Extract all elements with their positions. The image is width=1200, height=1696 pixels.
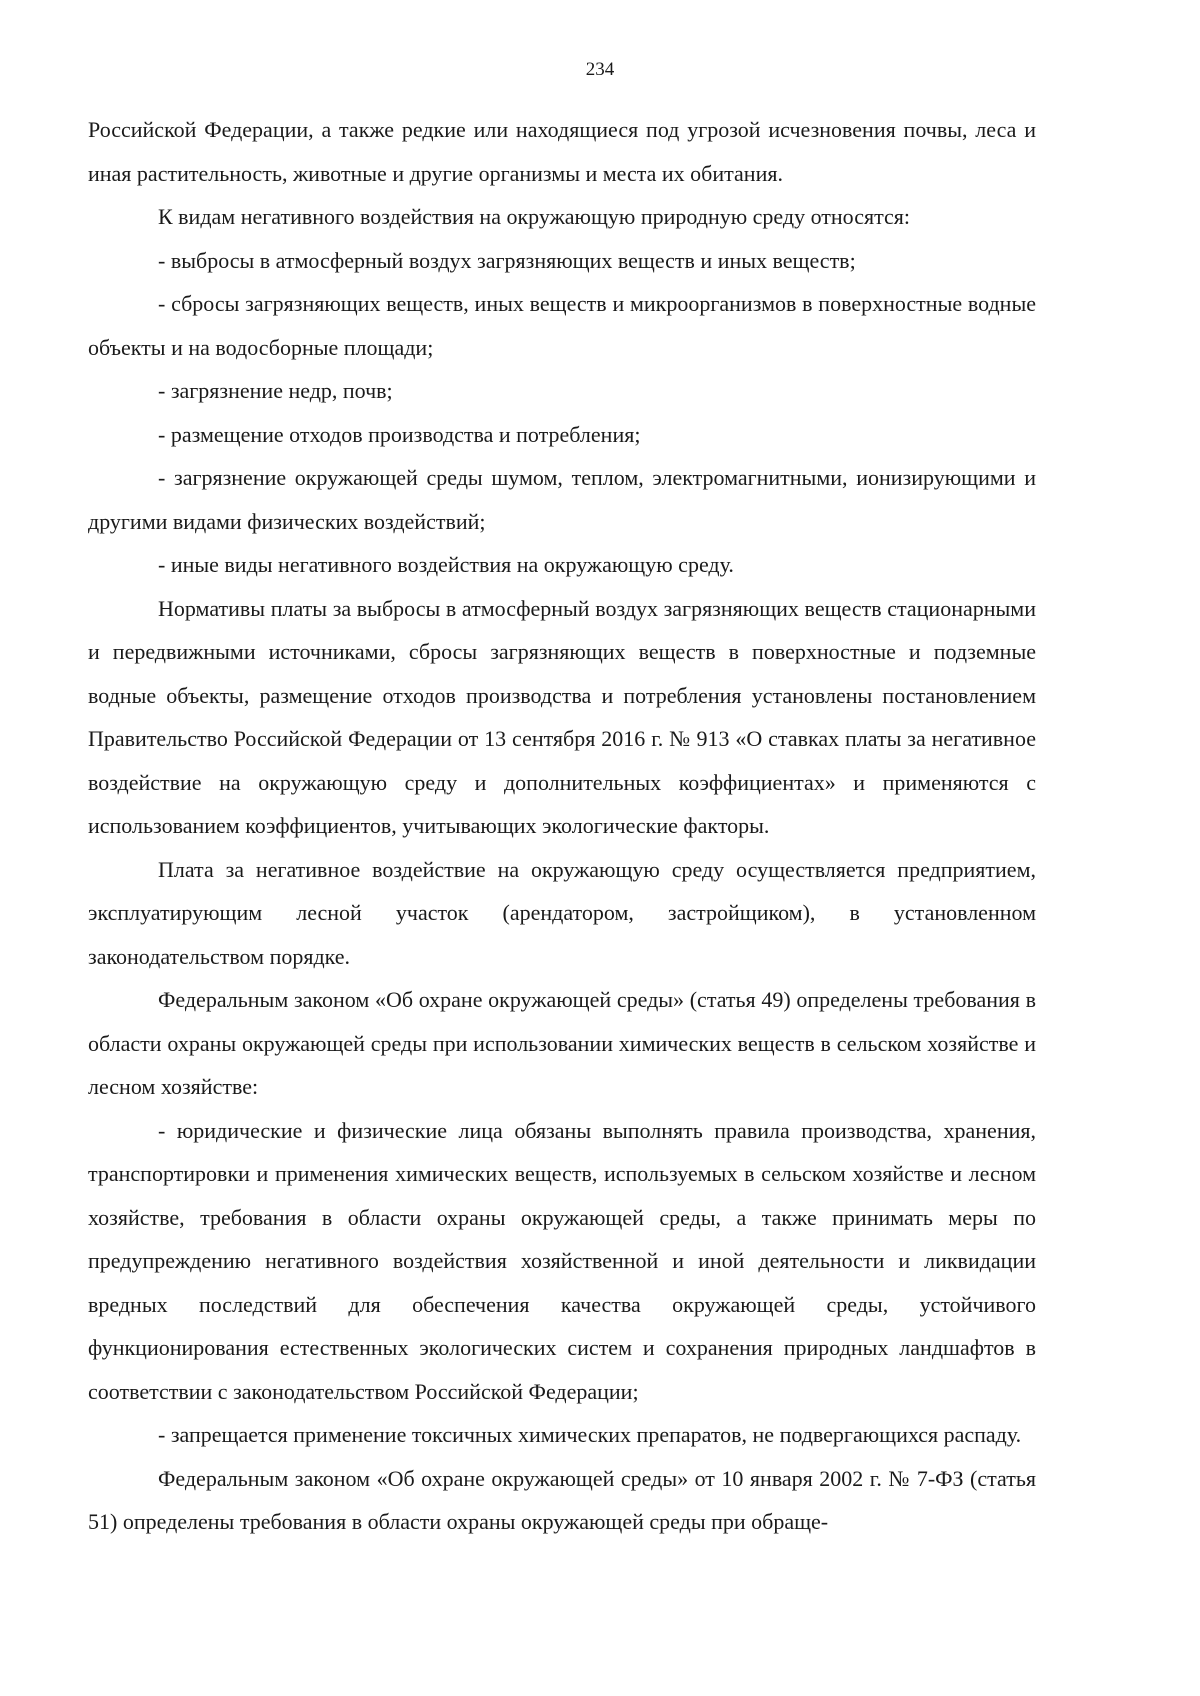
list-item: - загрязнение недр, почв; [158, 378, 393, 403]
list-item: - запрещается применение токсичных химических препаратов, не подвергающихся распаду. [158, 1422, 1022, 1447]
paragraph: Плата за негативное воздействие на окружающую среду осуществляется предприятием, эксплуатирующим лесной участок (арендатором, застройщиком), в установленном законодательством порядке. [88, 856, 1036, 969]
list-item: - юридические и физические лица обязаны выполнять правила производства, хранения, транспортировки и применения химических веществ, используемых в сельском хозяйстве и лесном хозяйстве, требования в области охраны окружающей среды, а также принимать меры по предупреждению негативного воздействия хозяйственной и иной деятельности и ликвидации вредных последствий для обеспечения качества окружающей среды, устойчивого функционирования естественных экологических систем и сохранения природных ландшафтов в соответствии с законодательством Российской Федерации; [88, 1117, 1036, 1404]
list-item: - сбросы загрязняющих веществ, иных веществ и микроорганизмов в поверхностные водные объекты и на водосборные площади; [88, 291, 1036, 360]
paragraph: Федеральным законом «Об охране окружающей среды» от 10 января 2002 г. № 7-ФЗ (статья 51) определены требования в области охраны окружающей среды при обраще- [88, 1465, 1036, 1534]
document-body [88, 108, 1036, 1544]
paragraph: Российской Федерации, а также редкие или находящиеся под угрозой исчезновения почвы, леса и иная растительность, животные и другие организмы и места их обитания. [88, 117, 1036, 186]
list-item: - выбросы в атмосферный воздух загрязняющих веществ и иных веществ; [158, 247, 856, 273]
list-item: - иные виды негативного воздействия на окружающую среду. [158, 552, 734, 577]
page-number: 234 [585, 59, 615, 80]
paragraph: Федеральным законом «Об охране окружающей среды» (статья 49) определены требования в области охраны окружающей среды при использовании химических веществ в сельском хозяйстве и лесном хозяйстве: [88, 987, 1036, 1099]
list-item: - загрязнение окружающей среды шумом, теплом, электромагнитными, ионизирующими и другими видами физических воздействий; [88, 465, 1036, 534]
paragraph: Нормативы платы за выбросы в атмосферный воздух загрязняющих веществ стационарными и передвижными источниками, сбросы загрязняющих веществ в поверхностные и подземные водные объекты, размещение отходов производства и потребления установлены постановлением Правительство Российской Федерации от 13 сентября 2016 г. № 913 «О ставках платы за негативное воздействие на окружающую среду и дополнительных коэффициентах» и применяются с использованием коэффициентов, учитывающих экологические факторы. [88, 595, 1036, 838]
paragraph: К видам негативного воздействия на окружающую природную среду относятся: [158, 204, 910, 229]
list-item: - размещение отходов производства и потребления; [158, 421, 641, 447]
